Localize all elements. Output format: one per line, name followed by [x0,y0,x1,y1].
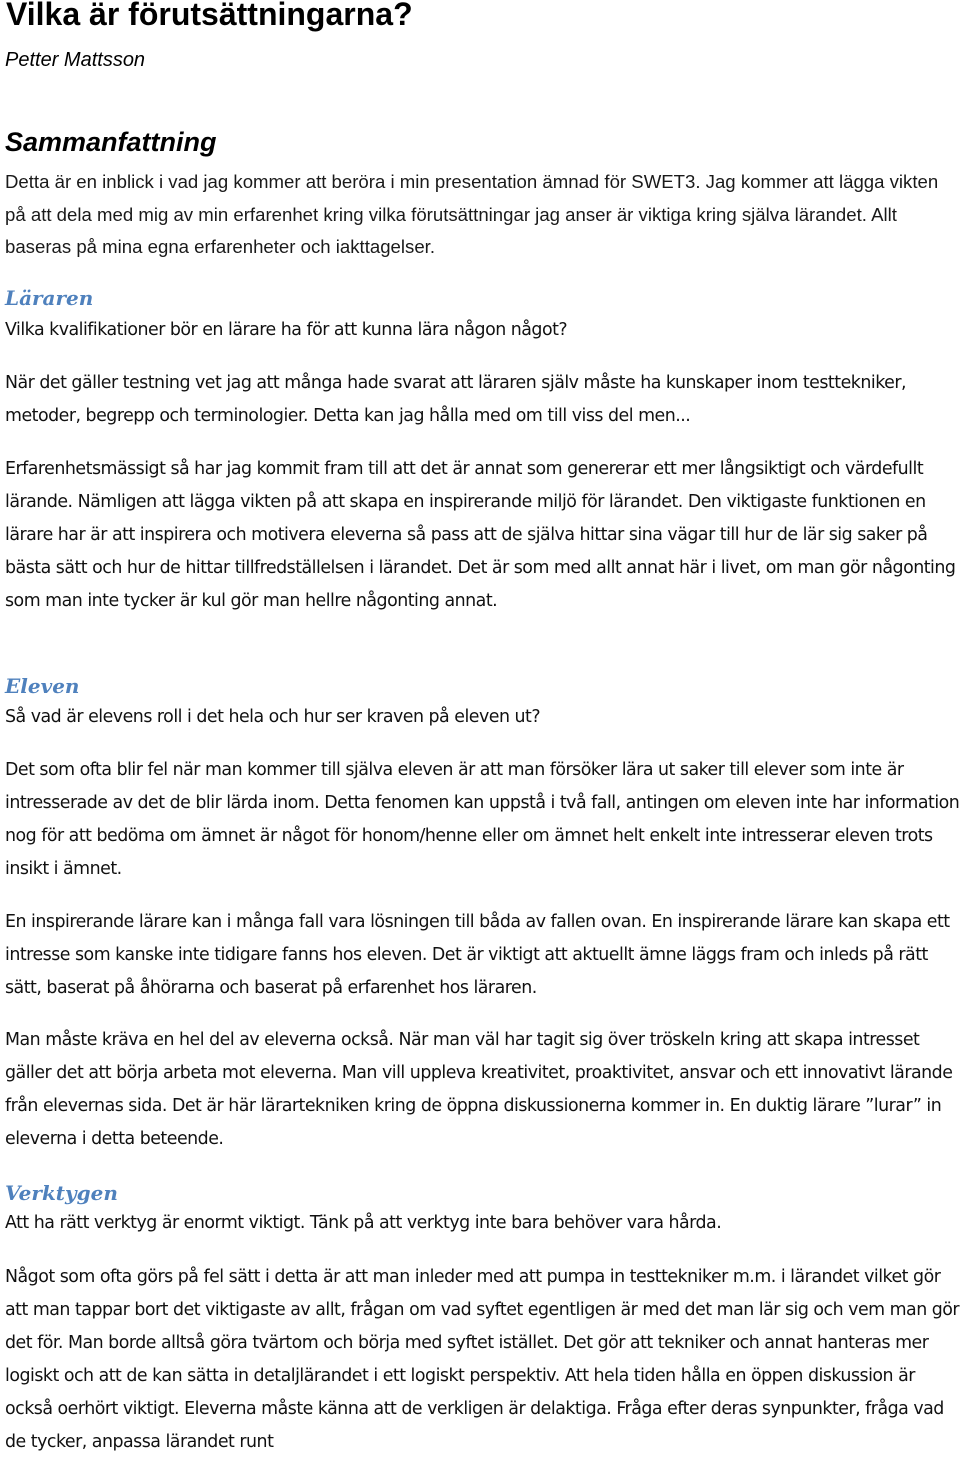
verktygen-paragraph-2: Något som ofta görs på fel sätt i detta är att man inleder med att pumpa in testtekniker m.m. i lärandet vilket gör att man tappar bort det viktigaste av allt, frågan om vad syftet egentligen är med det man lär sig och vem man gör det för. Man borde alltså göra tvärtom och börja med syftet istället. Det gör att tekniker och annat hanteras mer logiskt och att de kan sätta in detaljlärandet i ett logiskt perspektiv. Att hela tiden hålla en öppen diskussion är också oerhört viktigt. Eleverna måste känna att de verkligen är delaktiga. Fråga efter deras synpunkter, fråga vad de tycker, anpassa lärandet runt [5,1267,960,1452]
lararen-paragraph-2: När det gäller testning vet jag att många hade svarat att läraren själv måste ha kunskaper inom testtekniker, metoder, begrepp och terminologier. Detta kan jag hålla med om till viss del men... [5,373,907,426]
eleven-paragraph-1: Så vad är elevens roll i det hela och hur ser kraven på eleven ut? [5,707,541,727]
eleven-paragraph-4: Man måste kräva en hel del av eleverna också. När man väl har tagit sig över tröskeln kring att skapa intresset gäller det att börja arbeta mot eleverna. Man vill uppleva kreativitet, proaktivitet, ansvar och ett innovativt lärande från elevernas sida. Det är här lärartekniken kring de öppna diskussionerna kommer in. En duktig lärare ”lurar” in eleverna i detta beteende. [5,1030,953,1149]
section-heading-verktygen: Verktygen [5,1181,118,1205]
summary-heading: Sammanfattning [5,127,217,157]
eleven-paragraph-3: En inspirerande lärare kan i många fall vara lösningen till båda av fallen ovan. En inspirerande lärare kan skapa ett intresse som kanske inte tidigare fanns hos eleven. Det är viktigt att aktuellt ämne läggs fram och inleds på rätt sätt, baserat på åhörarna och baserat på erfarenhet hos läraren. [5,912,950,998]
document-title: Vilka är förutsättningarna? [6,0,413,32]
lararen-paragraph-3: Erfarenhetsmässigt så har jag kommit fram till att det är annat som genererar ett mer långsiktigt och värdefullt lärande. Nämligen att lägga vikten på att skapa en inspirerande miljö för lärandet. Den viktigaste funktionen en lärare har är att inspirera och motivera eleverna så pass att de själva hittar sina vägar till hur de lär sig saker på bästa sätt och hur de hittar tillfredställelsen i lärandet. Det är som med allt annat här i livet, om man gör någonting som man inte tycker är kul gör man hellre någonting annat. [5,459,956,611]
eleven-paragraph-2: Det som ofta blir fel när man kommer till själva eleven är att man försöker lära ut saker till elever som inte är intresserade av det de blir lärda inom. Detta fenomen kan uppstå i två fall, antingen om eleven inte har information nog för att bedöma om ämnet är något för honom/henne eller om ämnet helt enkelt inte intresserar eleven trots insikt i ämnet. [5,760,960,879]
section-heading-eleven: Eleven [5,674,80,698]
verktygen-paragraph-1: Att ha rätt verktyg är enormt viktigt. Tänk på att verktyg inte bara behöver vara hårda. [5,1213,722,1233]
lararen-paragraph-1: Vilka kvalifikationer bör en lärare ha för att kunna lära någon något? [5,320,568,340]
summary-text: Detta är en inblick i vad jag kommer att beröra i min presentation ämnad för SWET3. Jag kommer att lägga vikten på att dela med mig av min erfarenhet kring vilka förutsättningar jag anser är viktiga kring själva lärandet. Allt baseras på mina egna erfarenheter och iakttagelser. [5,171,939,257]
section-heading-lararen: Läraren [5,286,94,310]
document-author: Petter Mattsson [5,49,146,71]
